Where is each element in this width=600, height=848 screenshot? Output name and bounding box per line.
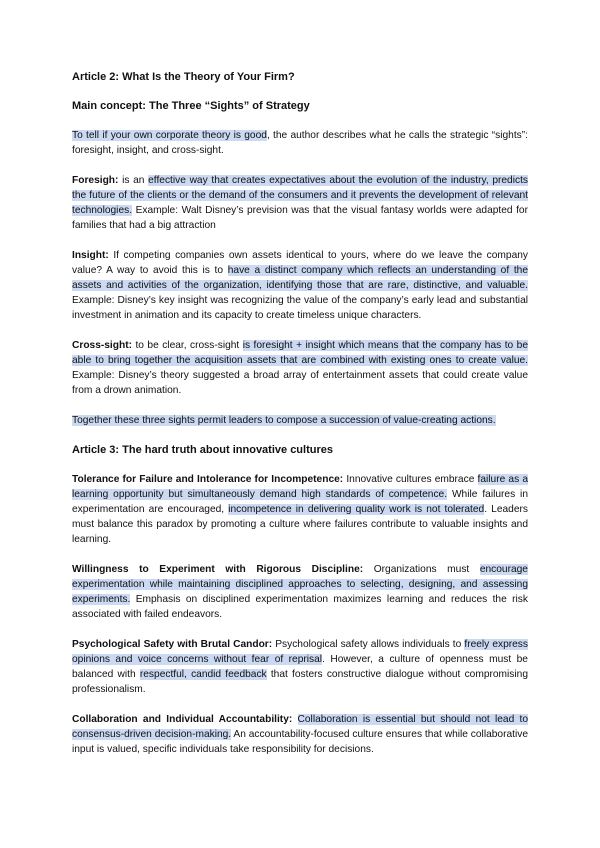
collaboration-highlight: Collaboration is essential but should not lead to consensus-driven decision-making. xyxy=(72,714,528,740)
collaboration-paragraph xyxy=(72,712,528,757)
tolerance-highlight-2: incompetence in delivering quality work is not tolerated xyxy=(228,504,485,515)
tolerance-text-2: While failures in experimentation are encouraged, xyxy=(72,489,528,515)
safety-text-3: that fosters constructive dialogue without compromising professionalism. xyxy=(72,669,528,695)
willingness-text-2: Emphasis on disciplined experimentation maximizes learning and reduces the risk associated with failed endeavors. xyxy=(72,594,528,620)
intro-paragraph xyxy=(72,128,528,158)
safety-paragraph xyxy=(72,637,528,697)
collaboration-text-1 xyxy=(292,714,297,725)
crosssight-text-2: Example: Disney’s theory suggested a broad array of entertainment assets that could create value from a drown animation. xyxy=(72,370,528,396)
willingness-paragraph xyxy=(72,562,528,622)
foresight-text-2: Example: Walt Disney’s prevision was that the visual fantasy worlds were adapted for families that had a big attraction xyxy=(72,205,528,231)
foresight-paragraph xyxy=(72,173,528,233)
insight-highlight: have a distinct company which reflects an understanding of the assets and activities of the organization, identifying those that are rare, distinctive, and valuable. xyxy=(72,265,529,291)
willingness-label: Willingness to Experiment with Rigorous Discipline: xyxy=(72,564,364,575)
insight-text-1: If competing companies own assets identical to yours, where do we leave the company value? A way to avoid this is to xyxy=(72,250,528,276)
willingness-highlight: encourage experimentation while maintaining disciplined approaches to selecting, designing, and assessing experiments. xyxy=(72,564,528,605)
foresight-text-1: is an xyxy=(118,175,149,186)
tolerance-paragraph xyxy=(72,472,528,547)
insight-label: Insight: xyxy=(72,250,109,261)
main-concept-heading: Main concept: The Three “Sights” of Strategy xyxy=(72,100,310,112)
intro-highlight: To tell if your own corporate theory is good xyxy=(72,130,267,141)
tolerance-highlight-1: failure as a learning opportunity but simultaneously demand high standards of competence. xyxy=(72,474,528,500)
crosssight-highlight: is foresight + insight which means that the company has to be able to bring together the acquisition assets that are combined with existing ones to create value. xyxy=(72,340,528,366)
safety-label: Psychological Safety with Brutal Candor: xyxy=(72,639,273,650)
safety-text-1: Psychological safety allows individuals to xyxy=(272,639,465,650)
foresight-label: Foresigh: xyxy=(72,175,119,186)
together-paragraph xyxy=(72,413,528,428)
tolerance-label: Tolerance for Failure and Intolerance for Incompetence: xyxy=(72,474,344,485)
safety-highlight-1: freely express opinions and voice concerns without fear of reprisal xyxy=(72,639,528,665)
foresight-highlight: effective way that creates expectatives about the evolution of the industry, predicts the future of the clients or the demand of the consumers and it prevents the development of relevant technologies. xyxy=(72,175,528,216)
safety-highlight-2: respectful, candid feedback xyxy=(139,669,267,680)
collaboration-label: Collaboration and Individual Accountability: xyxy=(72,714,293,725)
insight-text-2: Example: Disney’s key insight was recognizing the value of the company’s early lead and substantial investment in animation and its capacity to create timeless unique characters. xyxy=(72,295,528,321)
article-2-title: Article 2: What Is the Theory of Your Firm? xyxy=(72,71,295,83)
article-3-title: Article 3: The hard truth about innovative cultures xyxy=(72,444,333,456)
intro-text: , the author describes what he calls the strategic “sights”: foresight, insight, and cross-sight. xyxy=(72,130,528,156)
insight-paragraph xyxy=(72,248,528,323)
willingness-text-1: Organizations must xyxy=(363,564,480,575)
collaboration-text-2: An accountability-focused culture ensures that while collaborative input is valued, specific individuals take responsibility for decisions. xyxy=(72,729,528,755)
tolerance-text-3: . Leaders must balance this paradox by promoting a culture where failures contribute to valuable insights and learning. xyxy=(72,504,528,545)
safety-text-2: . However, a culture of openness must be balanced with xyxy=(72,654,528,680)
crosssight-label: Cross-sight: xyxy=(72,340,132,351)
crosssight-text-1: to be clear, cross-sight xyxy=(132,340,243,351)
tolerance-text-1: Innovative cultures embrace xyxy=(343,474,478,485)
together-highlight: Together these three sights permit leaders to compose a succession of value-creating actions. xyxy=(72,415,496,426)
crosssight-paragraph xyxy=(72,338,528,398)
